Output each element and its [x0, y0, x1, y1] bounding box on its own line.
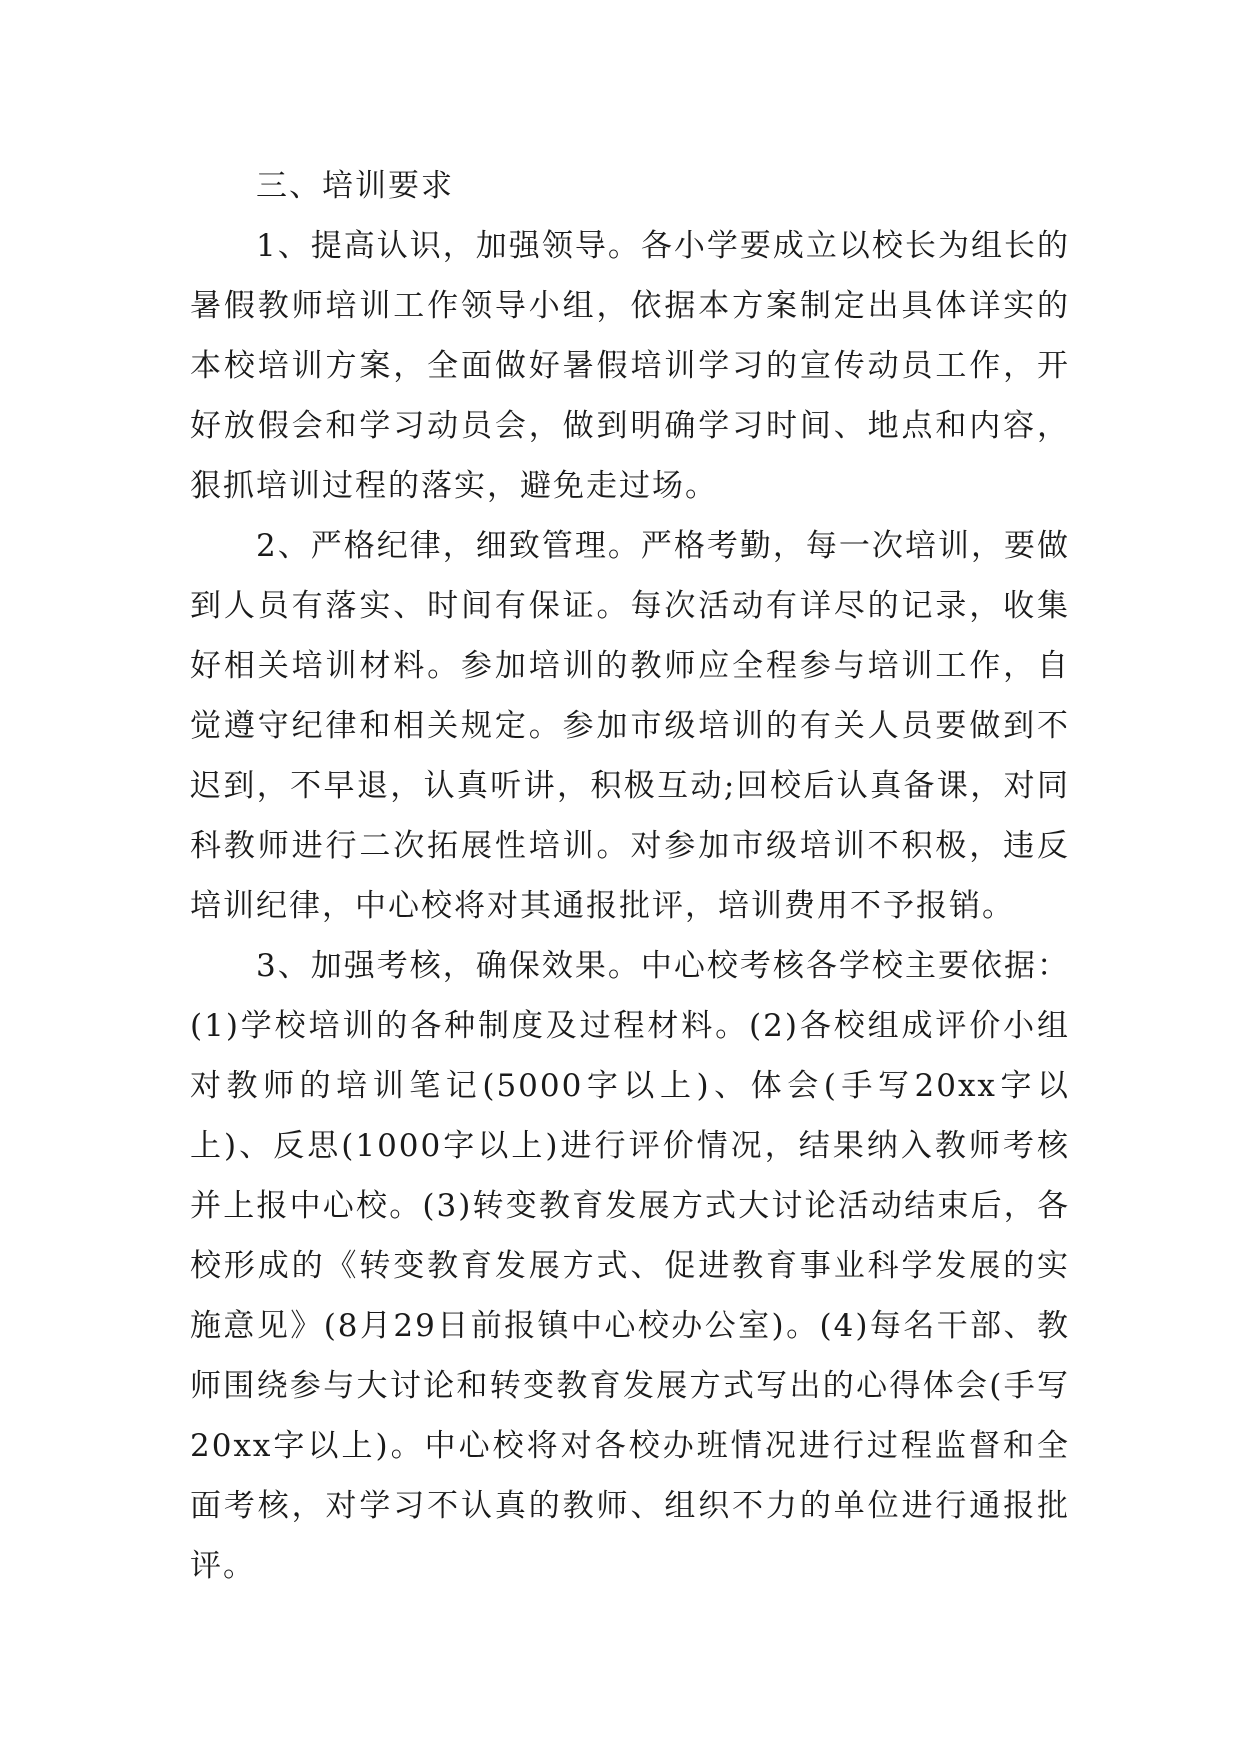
paragraph-3: 3、加强考核，确保效果。中心校考核各学校主要依据：(1)学校培训的各种制度及过程材料。(2)各校组成评价小组对教师的培训笔记(5000字以上)、体会(手写20xx字以上)、反思(1000字以上)进行评价情况，结果纳入教师考核并上报中心校。(3)转变教育发展方式大讨论活动结束后，各校形成的《转变教育发展方式、促进教育事业科学发展的实施意见》(8月29日前报镇中心校办公室)。(4)每名干部、教师围绕参与大讨论和转变教育发展方式写出的心得体会(手写20xx字以上)。中心校将对各校办班情况进行过程监督和全面考核，对学习不认真的教师、组织不力的单位进行通报批评。 [190, 948, 1070, 1584]
document-body [190, 156, 1070, 1596]
paragraph-2: 2、严格纪律，细致管理。严格考勤，每一次培训，要做到人员有落实、时间有保证。每次活动有详尽的记录，收集好相关培训材料。参加培训的教师应全程参与培训工作，自觉遵守纪律和相关规定。参加市级培训的有关人员要做到不迟到，不早退，认真听讲，积极互动;回校后认真备课，对同科教师进行二次拓展性培训。对参加市级培训不积极，违反培训纪律，中心校将对其通报批评，培训费用不予报销。 [190, 528, 1070, 924]
paragraph-1: 1、提高认识，加强领导。各小学要成立以校长为组长的暑假教师培训工作领导小组，依据本方案制定出具体详实的本校培训方案，全面做好暑假培训学习的宣传动员工作，开好放假会和学习动员会，做到明确学习时间、地点和内容，狠抓培训过程的落实，避免走过场。 [190, 228, 1070, 504]
section-heading: 三、培训要求 [256, 168, 454, 204]
